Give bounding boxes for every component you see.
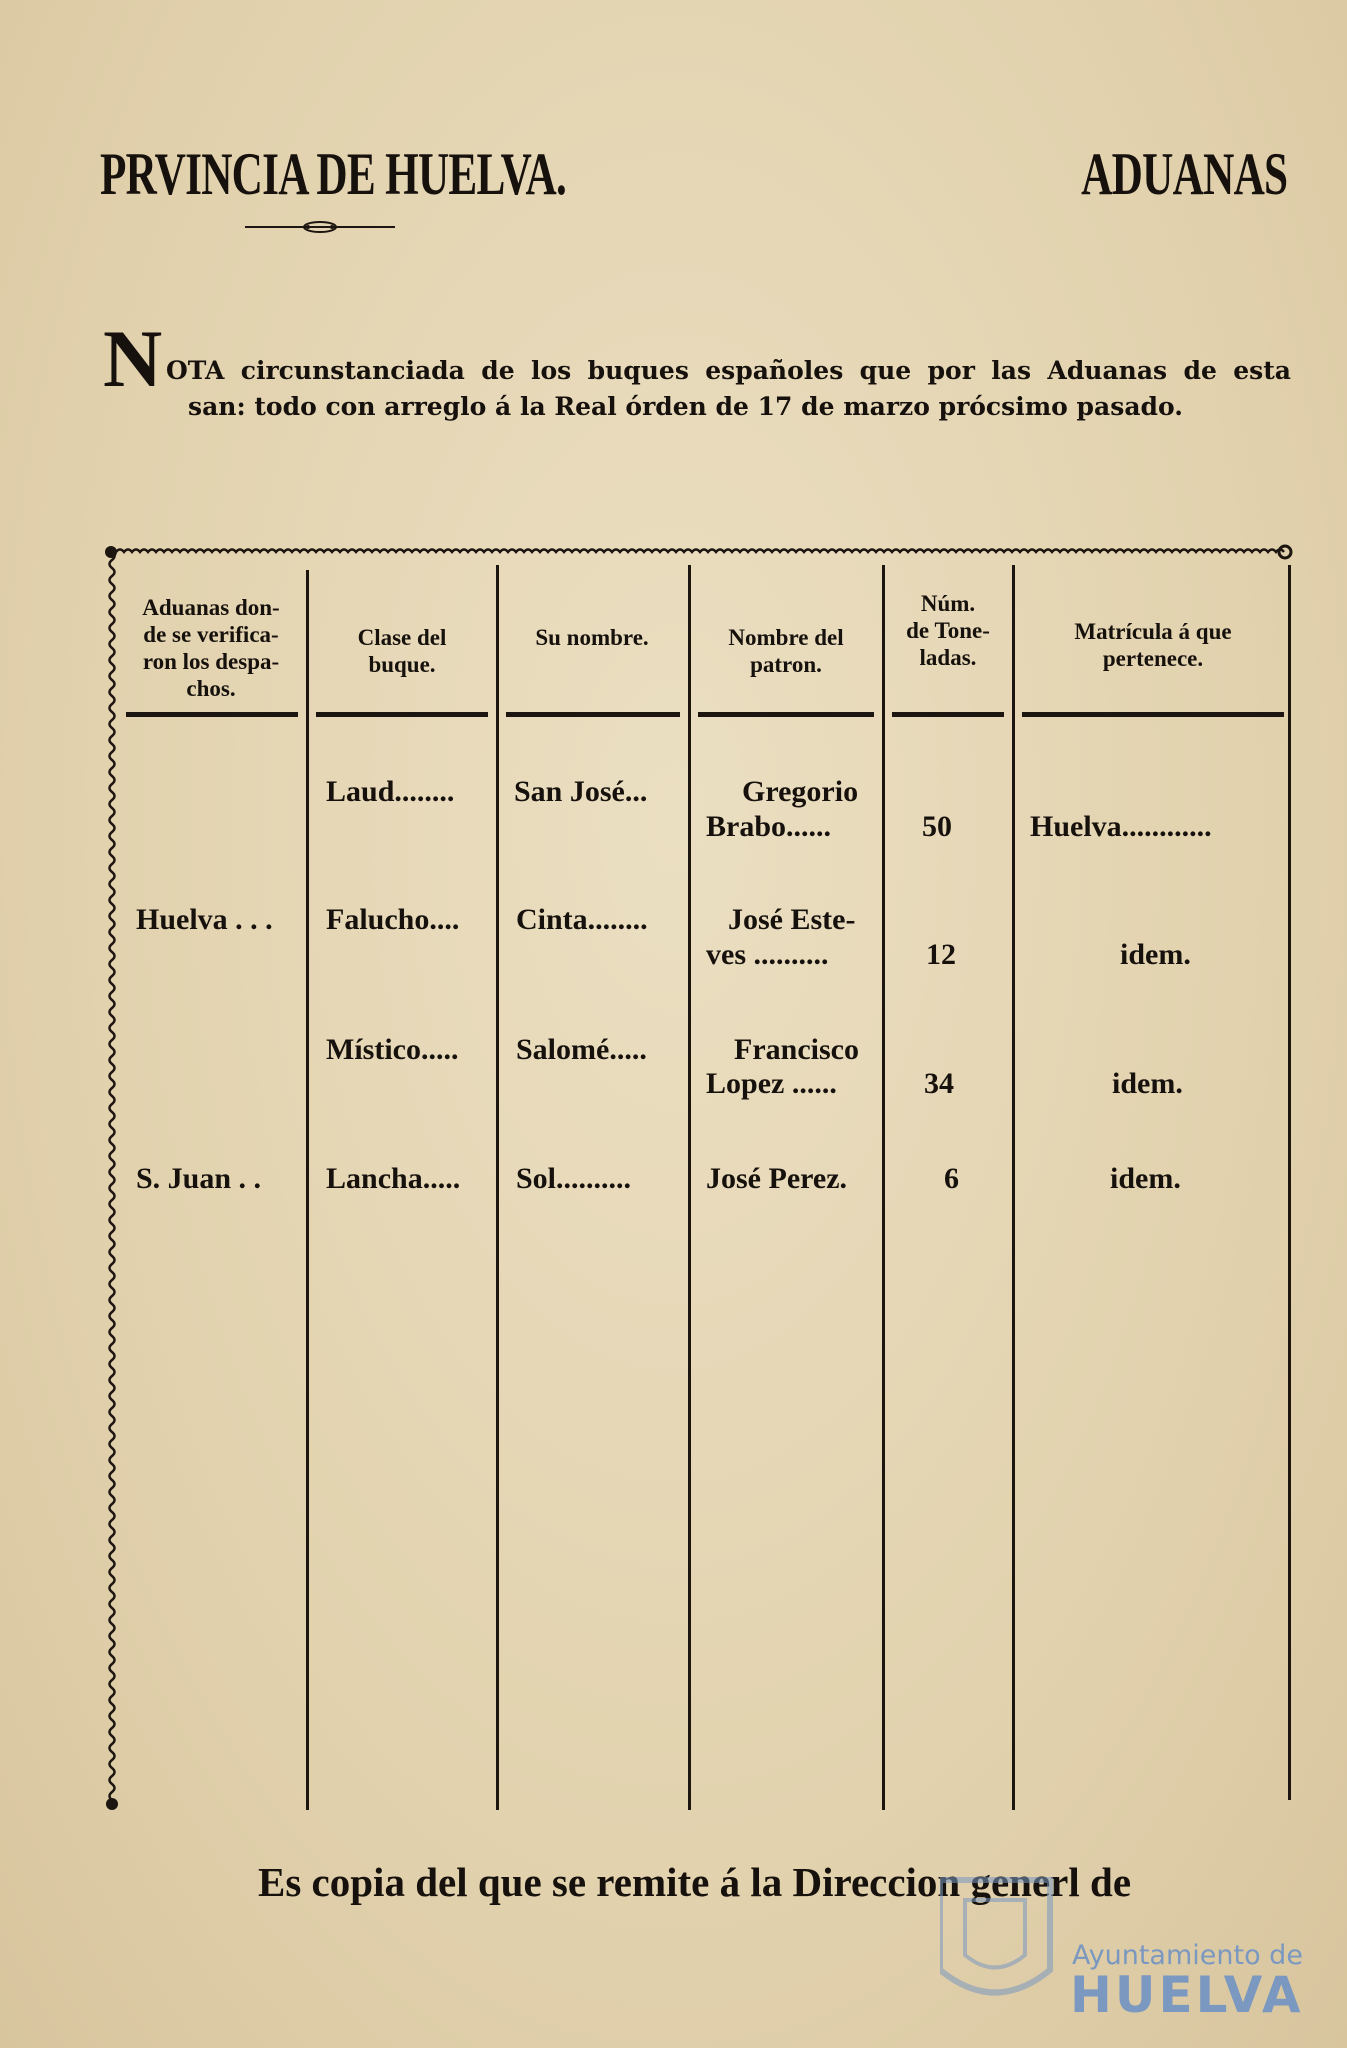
header-rule-3 [506,712,680,717]
aduana-san-juan: S. Juan . . [136,1162,262,1195]
table-row-1-patron-2: Brabo...... [706,810,832,843]
table-row-1-nombre: San José... [514,775,648,808]
table-row-3-nombre: Salomé..... [516,1033,647,1066]
table-row-1-matricula: Huelva............ [1030,810,1212,843]
watermark-line-1: Ayuntamiento de [1072,1940,1303,1971]
table-row-2-patron-1: José Este- [728,903,856,936]
column-header-patron: Nombre del patron. [728,625,844,677]
header-rule-5 [892,712,1004,717]
table-row-2-patron-2: ves .......... [706,938,829,971]
table-row-4-toneladas: 6 [944,1162,959,1195]
table-row-4-nombre: Sol.......... [516,1162,632,1195]
table-row-4-clase: Lancha..... [326,1162,461,1195]
header-rule-6 [1022,712,1284,717]
column-header-matricula: Matrícula á que pertenece. [1074,619,1232,671]
column-divider-3 [688,565,691,1810]
nota-line-2: san: todo con arreglo á la Real órden de 17 de marzo prócsimo pasado. [188,392,1183,421]
column-header-aduanas: Aduanas don- de se verifica- ron los despa- chos. [142,595,280,701]
header-rule-4 [698,712,874,717]
table-top-border [104,543,1294,561]
table-row-2-clase: Falucho.... [326,903,460,936]
aduanas-title: ADUANAS [1080,141,1287,207]
table-row-3-clase: Místico..... [326,1033,459,1066]
column-divider-5 [1012,565,1015,1810]
column-divider-1 [306,570,309,1810]
column-divider-6 [1288,565,1291,1800]
column-divider-2 [496,565,499,1810]
header-rule-2 [316,712,488,717]
table-row-1-patron-1: Gregorio [742,775,859,808]
column-divider-4 [882,565,885,1810]
table-row-2-toneladas: 12 [926,938,956,971]
table-row-3-patron-1: Francisco [734,1033,859,1066]
table-row-2-nombre: Cinta........ [516,903,648,936]
province-title: PRVINCIA DE HUELVA. [100,141,567,207]
table-row-2-matricula: idem. [1120,938,1191,971]
drop-cap: N [103,313,163,404]
table-row-3-matricula: idem. [1112,1067,1183,1100]
table-row-4-matricula: idem. [1110,1162,1181,1195]
column-header-toneladas: Núm. de Tone- ladas. [906,591,990,670]
table-row-4-patron-1: José Perez. [706,1162,848,1195]
column-header-nombre: Su nombre. [535,625,649,650]
footer-line: Es copia del que se remite á la Direccion generl de [258,1859,1132,1905]
table-row-3-toneladas: 34 [924,1067,954,1100]
header-rule-1 [126,712,298,717]
table-row-1-toneladas: 50 [922,810,952,843]
aduana-huelva: Huelva . . . [136,903,273,936]
table-row-1-clase: Laud........ [326,775,455,808]
column-header-clase: Clase del buque. [357,625,447,677]
table-row-3-patron-2: Lopez ...... [706,1067,837,1100]
nota-line-1: OTA circunstanciada de los buques españoles que por las Aduanas de esta [166,356,1291,385]
table-left-border [104,552,120,1812]
ornament-rule [245,220,395,234]
watermark-line-2: HUELVA [1070,1966,1304,2024]
